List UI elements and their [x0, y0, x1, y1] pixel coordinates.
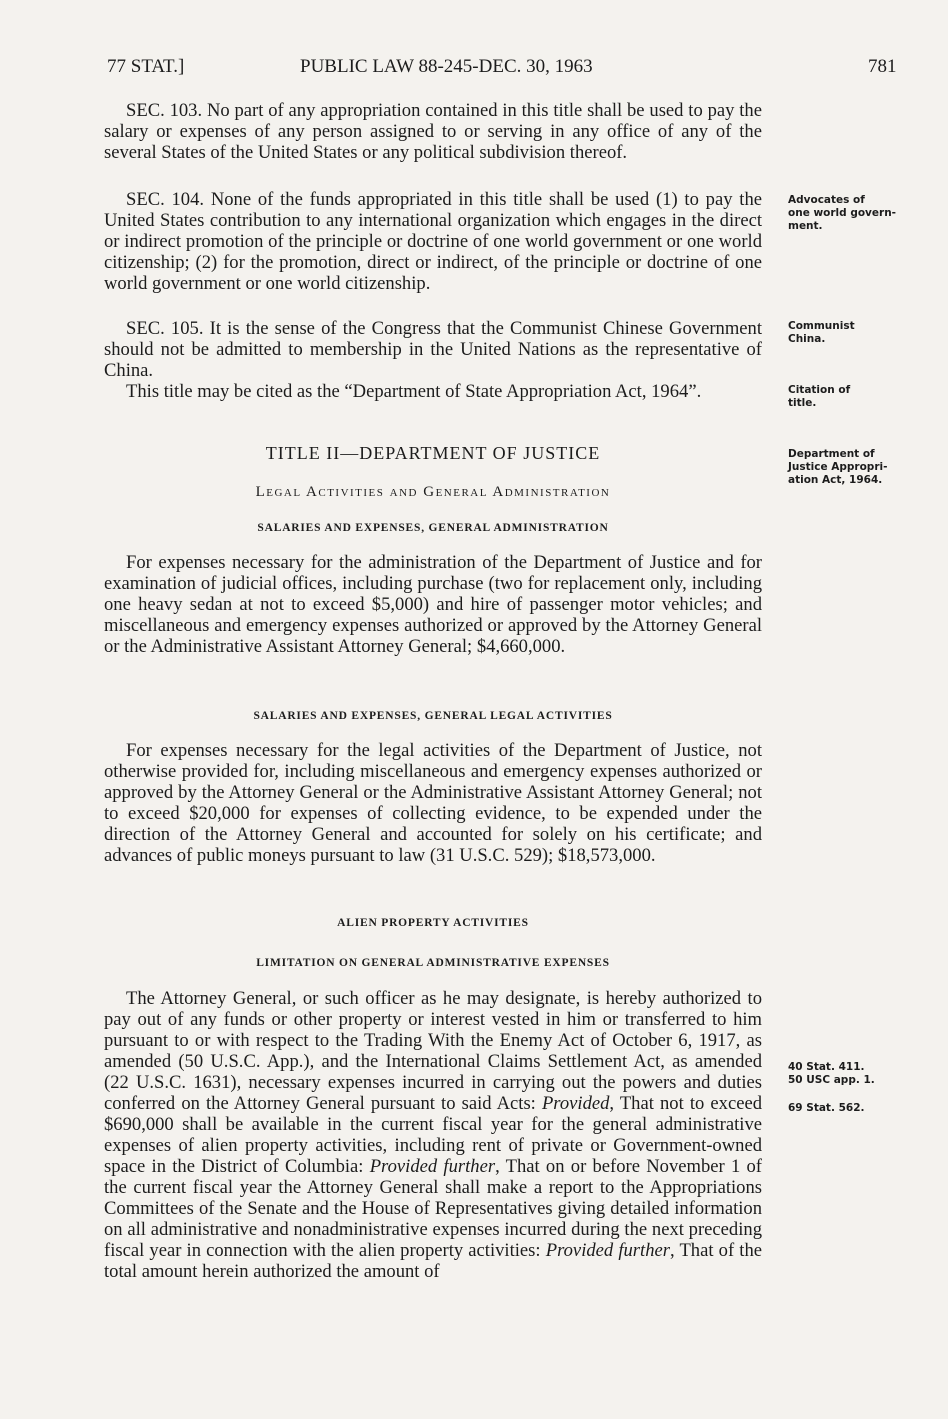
section-105: SEC. 105. It is the sense of the Congress that the Communist Chinese Government should not be admitted to membership in the United Nations as the representative of China.	[104, 318, 762, 381]
general-admin-heading: SALARIES AND EXPENSES, GENERAL ADMINISTRATION	[257, 522, 609, 534]
margin-note-line: title.	[788, 397, 817, 409]
section-103: SEC. 103. No part of any appropriation contained in this title shall be used to pay the salary or expenses of any person assigned to or serving in any office of any of the several States of the United States or any political subdivision thereof.	[104, 100, 762, 163]
margin-note-line: ment.	[788, 220, 823, 232]
section-104-block	[104, 189, 762, 294]
margin-note-line: 50 USC app. 1.	[788, 1074, 875, 1086]
legal-activities-block	[104, 740, 762, 866]
margin-note-line: 40 Stat. 411.	[788, 1061, 865, 1073]
alien-property-paragraph	[104, 988, 762, 1282]
alien-text-part-2: , That not to exceed $690,000 shall be available in the current fiscal year for the general administrative expenses of alien property activities, including rent of private or Government-owned space in the District of Columbia:	[104, 1093, 763, 1177]
citation-paragraph: This title may be cited as the “Department of State Appropriation Act, 1964”.	[126, 381, 702, 402]
margin-note-line: one world govern-	[788, 207, 897, 219]
margin-note-line: 69 Stat. 562.	[788, 1102, 865, 1114]
margin-note-line: Communist	[788, 320, 855, 332]
section-103-block	[104, 100, 762, 163]
margin-note-citation	[788, 384, 928, 410]
section-104: SEC. 104. None of the funds appropriated in this title shall be used (1) to pay the United States contribution to any international organization which engages in the direct or indirect promotion of the principle or doctrine of one world government or one world citizenship; (2) for the promotion, direct or indirect, of the principle or doctrine of one world government or one world citizenship.	[104, 189, 762, 294]
margin-note-line: Citation of	[788, 384, 851, 396]
running-title: PUBLIC LAW 88-245-DEC. 30, 1963	[300, 56, 593, 77]
margin-note-line: ation Act, 1964.	[788, 474, 883, 486]
alien-property-block	[104, 988, 762, 1282]
legal-activities-paragraph: For expenses necessary for the legal activities of the Department of Justice, not otherwise provided for, including miscellaneous and emergency expenses authorized or approved by the Attorney General or the Administrative Assistant Attorney General; not to exceed $20,000 for expenses of collecting evidence, to be expended under the direction of the Attorney General and accounted for solely on his certificate; and advances of public moneys pursuant to law (31 U.S.C. 529); $18,573,000.	[104, 740, 762, 866]
general-admin-paragraph: For expenses necessary for the administration of the Department of Justice and for examination of judicial offices, including purchase (two for replacement only, including one heavy sedan at not to exceed $5,000) and hire of passenger motor vehicles; and miscellaneous and emergency expenses authorized or approved by the Attorney General or the Administrative Assistant Attorney General; $4,660,000.	[104, 552, 762, 657]
legal-activities-expenses-heading: SALARIES AND EXPENSES, GENERAL LEGAL ACTIVITIES	[253, 710, 613, 722]
page-number: 781	[868, 56, 897, 77]
alien-text-part-4: , That of the total amount herein authorized the amount of	[104, 1240, 763, 1282]
margin-note-communist-china	[788, 320, 928, 346]
margin-note-line: Advocates of	[788, 194, 865, 206]
alien-text-part-3: , That on or before November 1 of the current fiscal year the Attorney General shall make a report to the Appropriations Committees of the Senate and the House of Representatives giving detailed information on all administrative and nonadministrative expenses incurred during the next preceding fiscal year in connection with the alien property activities:	[104, 1156, 762, 1261]
margin-note-one-world	[788, 194, 928, 233]
statute-volume: 77 STAT.]	[107, 56, 185, 77]
title-ii-heading: TITLE II—DEPARTMENT OF JUSTICE	[265, 443, 601, 463]
margin-note-stat-411	[788, 1061, 928, 1087]
margin-note-line: Justice Appropri-	[788, 461, 888, 473]
alien-property-heading: ALIEN PROPERTY ACTIVITIES	[337, 917, 529, 929]
citation-block	[104, 381, 762, 402]
margin-note-stat-562	[788, 1102, 928, 1115]
provided-italic-3: Provided further	[545, 1240, 670, 1261]
margin-note-justice-act	[788, 448, 928, 487]
section-105-block	[104, 318, 762, 381]
general-admin-block	[104, 552, 762, 657]
margin-note-line: Department of	[788, 448, 875, 460]
alien-text-part-1: The Attorney General, or such officer as he may designate, is hereby authorized to pay out of any funds or other property or interest vested in him or transferred to him pursuant to or with respect to the Trading With the Enemy Act of October 6, 1917, as amended (50 U.S.C. App.), and the International Claims Settlement Act, as amended (22 U.S.C. 1631), necessary expenses incurred in carrying out the powers and duties conferred on the Attorney General pursuant to said Acts:	[104, 988, 762, 1114]
margin-note-line: China.	[788, 333, 826, 345]
provided-italic-2: Provided further	[369, 1156, 496, 1177]
limitation-heading: LIMITATION ON GENERAL ADMINISTRATIVE EXPENSES	[256, 957, 610, 969]
legal-activities-heading: Legal Activities and General Administration	[255, 484, 611, 500]
provided-italic-1: Provided	[541, 1093, 610, 1114]
